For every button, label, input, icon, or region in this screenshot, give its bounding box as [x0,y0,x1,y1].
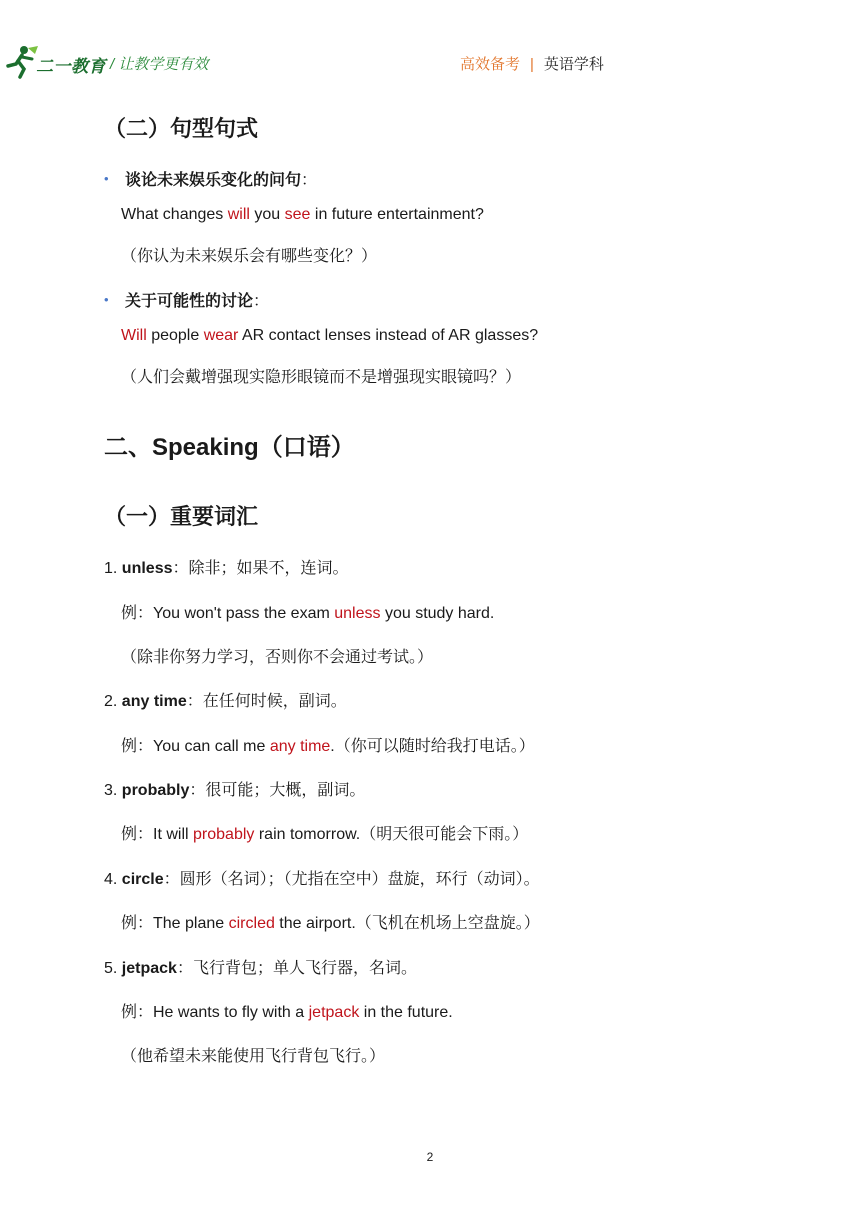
highlight-word: circled [228,915,275,932]
example-text: in the future. [359,1004,453,1021]
example-text: 例：You can call me [121,738,270,755]
sentence-text: AR contact lenses instead of AR glasses? [238,327,539,344]
vocab-word: any time [121,693,187,710]
highlight-word: jetpack [308,1004,360,1021]
bullet-icon: • [104,292,109,307]
section-heading-vocabulary: （一）重要词汇 [104,504,259,529]
logo-text: 二一教育 [36,57,106,76]
vocab-word: jetpack [121,960,177,977]
pattern-item-2-translation: （人们会戴增强现实隐形眼镜而不是增强现实眼镜吗？） [121,369,522,386]
vocab-meaning: ：圆形（名词）；（尤指在空中）盘旋，环行（动词）。 [163,871,540,888]
vocab-example-4 [121,910,540,933]
vocab-meaning: ：很可能；大概，副词。 [189,782,366,799]
example-text: 例：It will [121,826,194,843]
vocab-number: 2. [104,693,122,710]
vocab-meaning: ：飞行背包；单人飞行器，名词。 [176,960,417,977]
sentence-text: in future entertainment? [310,206,484,223]
vocab-number: 5. [104,960,122,977]
highlight-word: unless [334,605,381,622]
example-text: the airport.（飞机在机场上空盘旋。） [274,915,540,932]
vocab-item-4 [104,866,540,889]
vocab-number: 4. [104,871,122,888]
vocab-item-2 [104,688,347,711]
vocab-translation-5: （他希望未来能使用飞行背包飞行。） [121,1048,386,1065]
vocab-item-3 [104,777,365,800]
header-exam-label: 高效备考 [460,56,521,73]
pattern-item-1-sentence [121,206,484,224]
vocab-example-5 [121,999,453,1022]
example-text: 例：You won't pass the exam [121,605,335,622]
vocab-item-5 [104,955,417,978]
sentence-text: people [146,327,204,344]
highlight-word: wear [203,327,239,344]
vocab-example-3 [121,821,528,844]
highlight-word: will [227,206,250,223]
sentence-text: you [249,206,285,223]
pattern-item-2-colon: ： [253,293,270,310]
example-text: 例：He wants to fly with a [121,1004,309,1021]
pattern-item-2-title: 关于可能性的讨论 [125,293,254,310]
example-text: you study hard. [380,605,495,622]
vocab-word: probably [121,782,190,799]
bullet-icon: • [104,171,109,186]
header-right [460,53,604,74]
pattern-item-1-colon: ： [301,172,318,189]
vocab-meaning: ：除非；如果不，连词。 [172,560,349,577]
sentence-text: What changes [121,206,228,223]
highlight-word: any time [269,738,331,755]
example-text: .（你可以随时给我打电话。） [330,738,535,755]
header-slogan: / 让教学更有效 [110,56,209,73]
example-text: 例：The plane [121,915,229,932]
highlight-word: see [284,206,311,223]
vocab-word: unless [121,560,173,577]
vocab-item-1 [104,555,349,578]
vocab-example-1 [121,600,494,623]
highlight-word: Will [121,327,147,344]
pattern-item-1-translation: （你认为未来娱乐会有哪些变化？） [121,248,378,265]
vocab-number: 1. [104,560,122,577]
highlight-word: probably [193,826,255,843]
example-text: rain tomorrow.（明天很可能会下雨。） [254,826,529,843]
vocab-number: 3. [104,782,122,799]
vocab-meaning: ：在任何时候，副词。 [186,693,347,710]
header-subject-label: 英语学科 [543,56,604,73]
vocab-word: circle [121,871,164,888]
header-separator: | [530,56,534,73]
page-number: 2 [426,1150,434,1164]
pattern-item-1-title: 谈论未来娱乐变化的问句 [125,172,302,189]
pattern-item-1-label [125,167,317,190]
section-heading-sentence-patterns: （二）句型句式 [104,116,259,141]
section-heading-speaking: 二、Speaking（口语） [104,434,355,461]
pattern-item-2-sentence [121,327,538,345]
pattern-item-2-label [125,288,269,311]
vocab-example-2 [121,733,535,756]
vocab-translation-1: （除非你努力学习，否则你不会通过考试。） [121,649,434,666]
